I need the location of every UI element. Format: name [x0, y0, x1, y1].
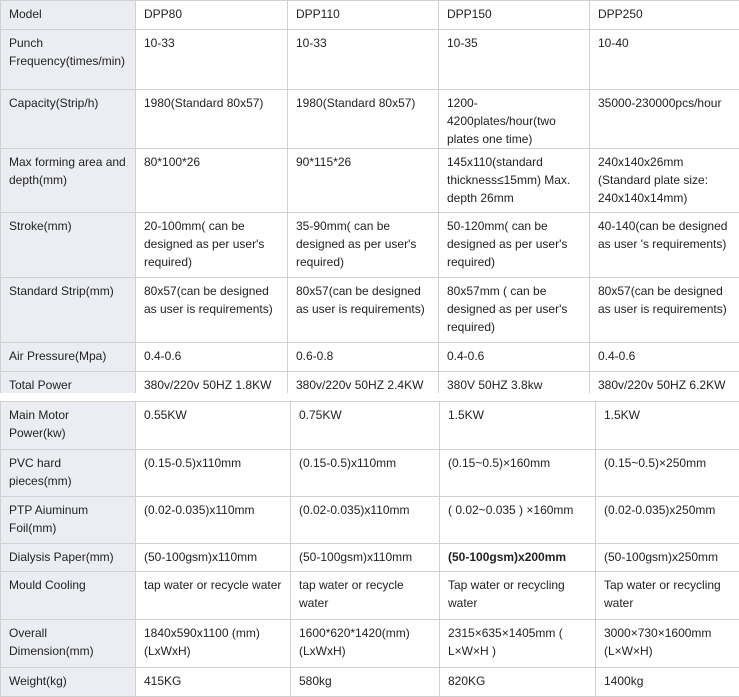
table-row	[1, 544, 739, 572]
spec-cell: 10-35	[439, 30, 590, 90]
spec-cell: 380v/220v 50HZ 2.4KW	[288, 372, 439, 401]
spec-cell: (0.02-0.035)x110mm	[291, 497, 440, 544]
row-label: Total Power	[1, 372, 136, 401]
row-label: PTP Aiuminum Foil(mm)	[1, 497, 136, 544]
row-label: Dialysis Paper(mm)	[1, 544, 136, 572]
spec-cell: (0.02-0.035)x250mm	[596, 497, 739, 544]
spec-cell: 80*100*26	[136, 149, 288, 213]
row-label: Weight(kg)	[1, 668, 136, 697]
row-label: Max forming area and depth(mm)	[1, 149, 136, 213]
spec-cell: 50-120mm( can be designed as per user's required)	[439, 213, 590, 278]
spec-cell: 0.4-0.6	[136, 343, 288, 372]
row-label: Model	[1, 1, 136, 30]
spec-cell: 380v/220v 50HZ 1.8KW	[136, 372, 288, 401]
table-row	[1, 572, 739, 620]
spec-cell: (50-100gsm)x200mm	[440, 544, 596, 572]
table-row	[1, 278, 739, 343]
spec-cell: 0.4-0.6	[590, 343, 739, 372]
table-row	[1, 1, 739, 30]
spec-cell: 1980(Standard 80x57)	[136, 90, 288, 149]
spec-cell: 3000×730×1600mm (L×W×H)	[596, 620, 739, 668]
spec-cell: DPP80	[136, 1, 288, 30]
table-row	[1, 620, 739, 668]
spec-cell: 0.75KW	[291, 402, 440, 450]
table-row	[1, 402, 739, 450]
table-row	[1, 668, 739, 697]
spec-cell: 10-33	[288, 30, 439, 90]
spec-cell: 35000-230000pcs/hour	[590, 90, 739, 149]
spec-cell: 80x57(can be designed as user is requirements)	[590, 278, 739, 343]
spec-cell: 1400kg	[596, 668, 739, 697]
spec-cell: 40-140(can be designed as user 's requirements)	[590, 213, 739, 278]
spec-cell: (50-100gsm)x110mm	[136, 544, 291, 572]
spec-cell: (0.15-0.5)x110mm	[291, 450, 440, 497]
spec-cell: 80x57(can be designed as user is requirements)	[288, 278, 439, 343]
spec-cell: 240x140x26mm (Standard plate size: 240x140x14mm)	[590, 149, 739, 213]
spec-cell: 0.6-0.8	[288, 343, 439, 372]
spec-cell: (0.15-0.5)x110mm	[136, 450, 291, 497]
table-row	[1, 497, 739, 544]
spec-table-lower	[0, 401, 739, 697]
row-label: PVC hard pieces(mm)	[1, 450, 136, 497]
table-row	[1, 90, 739, 149]
spec-cell: 820KG	[440, 668, 596, 697]
spec-cell: (0.02-0.035)x110mm	[136, 497, 291, 544]
row-label: Mould Cooling	[1, 572, 136, 620]
row-label: Punch Frequency(times/min)	[1, 30, 136, 90]
spec-cell: 20-100mm( can be designed as per user's required)	[136, 213, 288, 278]
spec-cell: 1840x590x1100 (mm) (LxWxH)	[136, 620, 291, 668]
spec-cell: 415KG	[136, 668, 291, 697]
row-label: Overall Dimension(mm)	[1, 620, 136, 668]
spec-cell: 580kg	[291, 668, 440, 697]
table-row	[1, 450, 739, 497]
table-row	[1, 149, 739, 213]
spec-cell: 1200-4200plates/hour(two plates one time)	[439, 90, 590, 149]
spec-cell: (0.15~0.5)×160mm	[440, 450, 596, 497]
spec-cell: (50-100gsm)x110mm	[291, 544, 440, 572]
spec-cell: DPP150	[439, 1, 590, 30]
spec-cell: 80x57mm ( can be designed as per user's required)	[439, 278, 590, 343]
spec-cell: 80x57(can be designed as user is requirements)	[136, 278, 288, 343]
spec-cell: 1600*620*1420(mm) (LxWxH)	[291, 620, 440, 668]
spec-cell: 0.55KW	[136, 402, 291, 450]
spec-cell: 145x110(standard thickness≤15mm) Max. depth 26mm	[439, 149, 590, 213]
table-row	[1, 213, 739, 278]
spec-cell: 35-90mm( can be designed as per user's required)	[288, 213, 439, 278]
spec-cell: DPP250	[590, 1, 739, 30]
table-row	[1, 30, 739, 90]
spec-cell: DPP110	[288, 1, 439, 30]
spec-cell: 2315×635×1405mm ( L×W×H )	[440, 620, 596, 668]
spec-cell: 1980(Standard 80x57)	[288, 90, 439, 149]
spec-cell: ( 0.02~0.035 ) ×160mm	[440, 497, 596, 544]
row-label: Stroke(mm)	[1, 213, 136, 278]
spec-cell: Tap water or recycling water	[596, 572, 739, 620]
spec-cell: 10-40	[590, 30, 739, 90]
spec-cell: (0.15~0.5)×250mm	[596, 450, 739, 497]
spec-cell: 380V 50HZ 3.8kw	[439, 372, 590, 401]
table-gap	[0, 393, 739, 401]
spec-cell: Tap water or recycling water	[440, 572, 596, 620]
spec-cell: 0.4-0.6	[439, 343, 590, 372]
spec-cell: 380v/220v 50HZ 6.2KW	[590, 372, 739, 401]
row-label: Capacity(Strip/h)	[1, 90, 136, 149]
row-label: Standard Strip(mm)	[1, 278, 136, 343]
spec-cell: tap water or recycle water	[291, 572, 440, 620]
spec-cell: tap water or recycle water	[136, 572, 291, 620]
row-label: Air Pressure(Mpa)	[1, 343, 136, 372]
spec-cell: 90*115*26	[288, 149, 439, 213]
spec-cell: 1.5KW	[440, 402, 596, 450]
spec-cell: (50-100gsm)x250mm	[596, 544, 739, 572]
spec-cell: 10-33	[136, 30, 288, 90]
spec-cell: 1.5KW	[596, 402, 739, 450]
table-row	[1, 343, 739, 372]
row-label: Main Motor Power(kw)	[1, 402, 136, 450]
